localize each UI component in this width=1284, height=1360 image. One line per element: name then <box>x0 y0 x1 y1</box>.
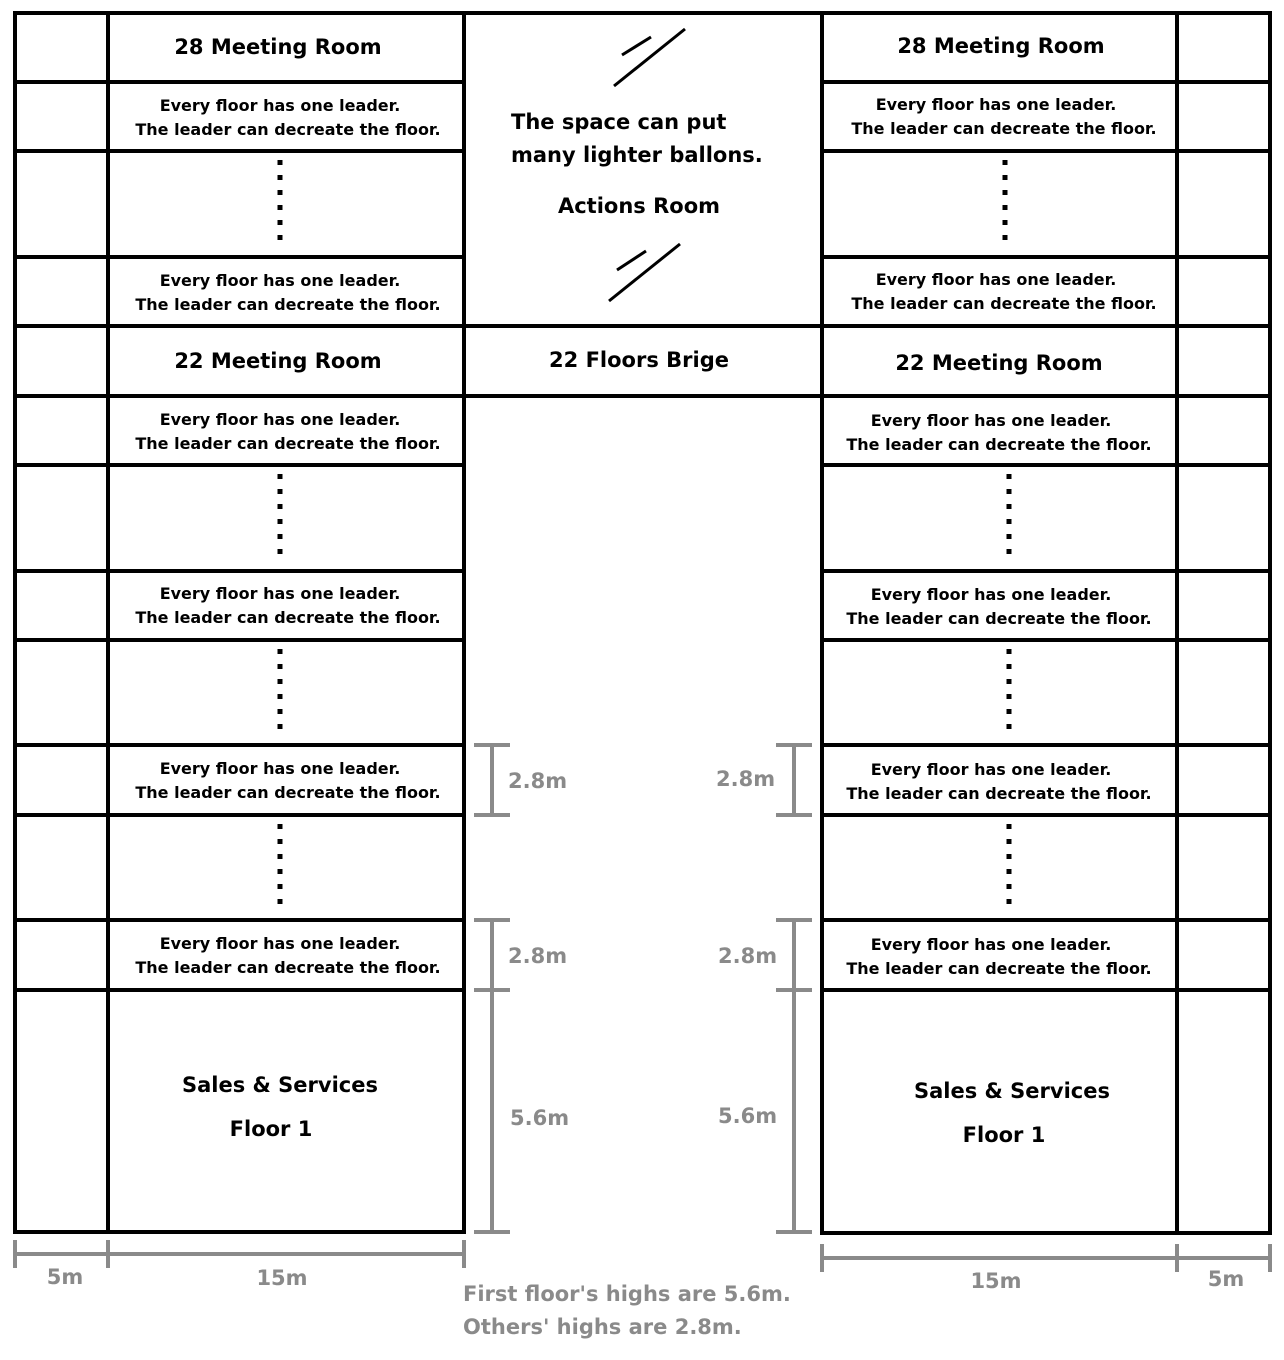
vertical-dimensions <box>474 745 812 1232</box>
floor-note-line1: Every floor has one leader. <box>875 95 1117 114</box>
floor-note-line2: The leader can decreate the floor. <box>135 434 441 453</box>
floor-note-line1: Every floor has one leader. <box>870 411 1112 430</box>
floor-note-line2: The leader can decreate the floor. <box>135 120 441 139</box>
floor-note-line1: Every floor has one leader. <box>159 584 401 603</box>
floor-note-line1: Every floor has one leader. <box>870 760 1112 779</box>
dim-floor-height: 2.8m <box>508 769 568 793</box>
left-top-meeting-room: 28 Meeting Room <box>174 35 382 59</box>
footnote <box>463 1282 791 1339</box>
floor-note-line2: The leader can decreate the floor. <box>135 783 441 802</box>
left-ground-floor-line1: Sales & Services <box>182 1073 378 1097</box>
floor-note-line1: Every floor has one leader. <box>159 271 401 290</box>
floor-note-line1: Every floor has one leader. <box>870 935 1112 954</box>
left-mid-meeting-room: 22 Meeting Room <box>174 349 382 373</box>
horizontal-dimensions <box>15 1240 1270 1272</box>
dim-side-width: 5m <box>46 1265 84 1289</box>
floor-note-line1: Every floor has one leader. <box>159 96 401 115</box>
floor-note-line1: Every floor has one leader. <box>159 759 401 778</box>
vertical-dimension-labels <box>508 767 777 1130</box>
break-mark <box>617 251 646 270</box>
right-ground-floor-line2: Floor 1 <box>962 1123 1046 1147</box>
floor-note-line1: Every floor has one leader. <box>159 410 401 429</box>
left-tower-labels <box>135 35 440 1141</box>
right-mid-meeting-room: 22 Meeting Room <box>895 351 1103 375</box>
break-mark <box>622 37 651 55</box>
floor-note-line2: The leader can decreate the floor. <box>851 119 1157 138</box>
actions-room-label: Actions Room <box>557 194 721 218</box>
dim-first-floor-height: 5.6m <box>510 1106 570 1130</box>
floor-note-line2: The leader can decreate the floor. <box>135 958 441 977</box>
floor-note-line2: The leader can decreate the floor. <box>135 608 441 627</box>
dim-floor-height: 2.8m <box>508 944 568 968</box>
dim-tower-width: 15m <box>970 1269 1022 1293</box>
floor-note-line1: Every floor has one leader. <box>870 585 1112 604</box>
center-labels <box>511 110 763 372</box>
left-ground-floor-line2: Floor 1 <box>229 1117 313 1141</box>
space-note-line2: many lighter ballons. <box>511 143 763 167</box>
dim-tower-width: 15m <box>256 1266 308 1290</box>
dim-floor-height: 2.8m <box>716 767 776 791</box>
floor-note-line1: Every floor has one leader. <box>875 270 1117 289</box>
floor-note-line2: The leader can decreate the floor. <box>135 295 441 314</box>
floor-note-line2: The leader can decreate the floor. <box>846 609 1152 628</box>
floor-note-line2: The leader can decreate the floor. <box>851 294 1157 313</box>
footnote-line1: First floor's highs are 5.6m. <box>463 1282 791 1306</box>
floor-note-line2: The leader can decreate the floor. <box>846 959 1152 978</box>
floor-note-line1: Every floor has one leader. <box>159 934 401 953</box>
space-note-line1: The space can put <box>511 110 727 134</box>
dim-first-floor-height: 5.6m <box>718 1104 778 1128</box>
dim-floor-height: 2.8m <box>718 944 778 968</box>
floor-note-line2: The leader can decreate the floor. <box>846 435 1152 454</box>
bridge-label: 22 Floors Brige <box>549 348 729 372</box>
floor-note-line2: The leader can decreate the floor. <box>846 784 1152 803</box>
dim-side-width: 5m <box>1207 1267 1245 1291</box>
right-tower-labels <box>846 34 1156 1147</box>
right-top-meeting-room: 28 Meeting Room <box>897 34 1105 58</box>
footnote-line2: Others' highs are 2.8m. <box>463 1315 742 1339</box>
right-ground-floor-line1: Sales & Services <box>914 1079 1110 1103</box>
